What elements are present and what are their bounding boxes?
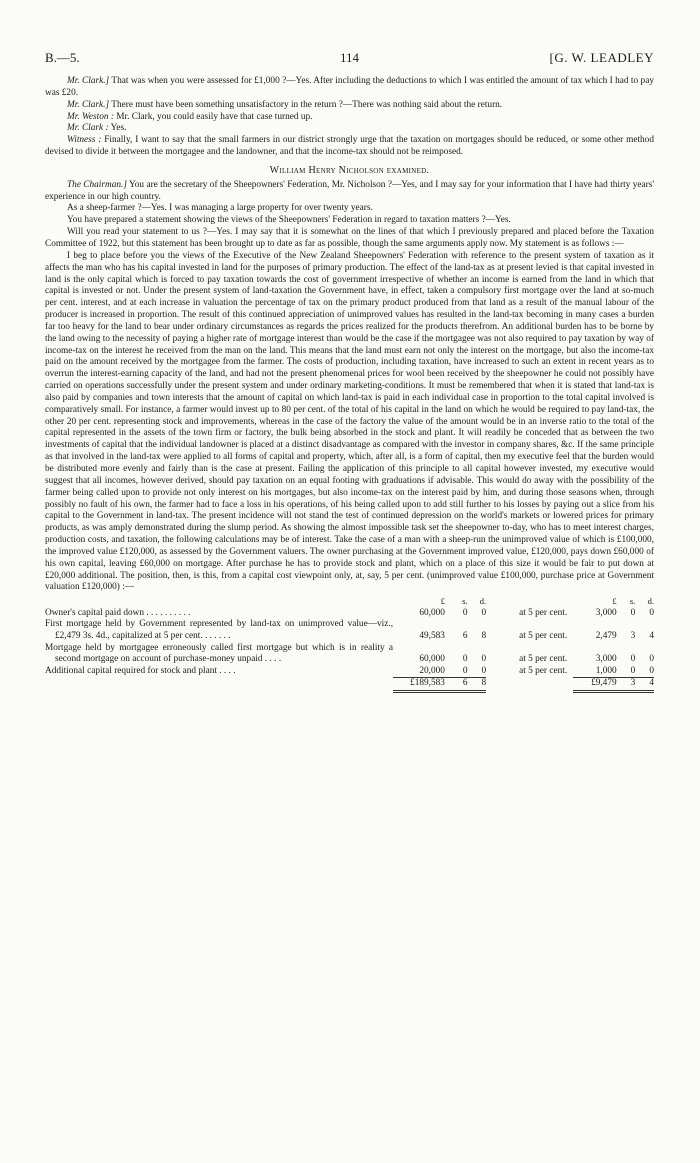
section-title: William Henry Nicholson examined. xyxy=(269,164,430,176)
running-header xyxy=(45,50,654,66)
row-interest-shillings: 0 xyxy=(630,654,636,665)
examination-paragraph xyxy=(45,227,654,251)
row-pence: 0 xyxy=(481,665,487,676)
examination-text xyxy=(45,180,654,595)
col-pounds: £ xyxy=(440,596,445,607)
row-interest-shillings: 0 xyxy=(630,665,636,676)
row-pence: 0 xyxy=(481,654,487,665)
table-row xyxy=(45,608,654,620)
col-interest-pounds: £ xyxy=(612,596,617,607)
row-description xyxy=(45,643,393,666)
paragraph-text: Yes. xyxy=(110,123,127,134)
row-interest-pence: 0 xyxy=(649,665,654,676)
examination-paragraph xyxy=(45,180,654,204)
speaker-label: Mr. Clark : xyxy=(67,123,109,134)
speaker-label: Mr. Clark.] xyxy=(67,76,110,86)
intro-paragraph xyxy=(45,123,654,135)
row-pence: 0 xyxy=(481,607,487,618)
examination-paragraph xyxy=(45,215,654,227)
row-rate: at 5 per cent. xyxy=(519,666,568,677)
total-interest-pounds: £9,479 xyxy=(573,678,616,692)
row-description xyxy=(45,666,393,678)
row-shillings: 0 xyxy=(462,665,468,676)
col-pence: d. xyxy=(479,596,487,607)
table-row xyxy=(45,666,654,678)
row-description xyxy=(45,608,393,620)
intro-dialogue xyxy=(45,76,654,159)
speaker-label: Mr. Weston : xyxy=(67,111,114,122)
examination-paragraph xyxy=(45,251,654,594)
row-interest-pounds: 1,000 xyxy=(595,665,617,676)
row-description-text: Additional capital required for stock and plant . . . . xyxy=(45,666,236,677)
total-shillings: 6 xyxy=(449,678,468,692)
row-interest-shillings: 3 xyxy=(630,631,636,642)
total-rate-spacer xyxy=(486,678,573,692)
row-pounds: 20,000 xyxy=(419,665,445,676)
row-description xyxy=(45,619,393,642)
row-shillings: 0 xyxy=(462,607,468,618)
row-interest-shillings: 0 xyxy=(630,607,636,618)
row-pounds: 60,000 xyxy=(419,607,445,618)
examination-paragraph xyxy=(45,203,654,215)
total-pence: 8 xyxy=(468,678,487,692)
header-reference: B.—5. xyxy=(45,50,80,65)
row-pounds: 49,583 xyxy=(419,631,445,642)
total-interest-pence: 4 xyxy=(635,678,654,692)
document-body xyxy=(45,76,654,693)
intro-paragraph xyxy=(45,100,654,112)
total-spacer xyxy=(45,678,393,692)
total-pounds: £189,583 xyxy=(393,678,449,692)
table-row xyxy=(45,643,654,666)
row-shillings: 6 xyxy=(462,631,468,642)
paragraph-text: You are the secretary of the Sheepowners' Federation, Mr. Nicholson ?—Yes, and I may say for your information that I have had thirty years' experience in our high country. xyxy=(45,179,654,202)
speaker-label: Mr. Clark.] xyxy=(67,99,110,110)
col-interest-shillings: s. xyxy=(629,596,636,607)
intro-paragraph xyxy=(45,135,654,159)
row-description-text: Mortgage held by mortgagee erroneously called first mortgage but which is in reality a second mortgage on account of purchase-money unpaid . . . . xyxy=(45,642,394,665)
row-shillings: 0 xyxy=(462,654,468,665)
row-rate: at 5 per cent. xyxy=(519,607,568,618)
table-row xyxy=(45,619,654,642)
paragraph-text: As a sheep-farmer ?—Yes. I was managing a large property for over twenty years. xyxy=(67,203,373,214)
page-number: 114 xyxy=(339,50,360,65)
row-interest-pence: 4 xyxy=(649,631,654,642)
table-total-row xyxy=(45,678,654,692)
paragraph-text: Mr. Clark, you could easily have that case turned up. xyxy=(116,111,313,122)
capital-table xyxy=(45,596,654,693)
row-description-text: Owner's capital paid down . . . . . . . . . . xyxy=(45,607,191,618)
row-rate: at 5 per cent. xyxy=(519,654,568,665)
row-pence: 8 xyxy=(481,631,487,642)
table-header-row xyxy=(45,596,654,608)
row-pounds: 60,000 xyxy=(419,654,445,665)
row-description-text: First mortgage held by Government represented by land-tax on unimproved value—viz., £2,479 3s. 4d., capitalized at 5 per cent. . . . . . . xyxy=(45,619,394,642)
intro-paragraph xyxy=(45,76,654,100)
col-interest-pence: d. xyxy=(647,596,654,607)
row-interest-pence: 0 xyxy=(649,607,654,618)
row-rate: at 5 per cent. xyxy=(519,631,568,642)
paragraph-text: There must have been something unsatisfactory in the return ?—There was nothing said about the return. xyxy=(111,99,503,110)
paragraph-text: I beg to place before you the views of the Executive of the New Zealand Sheepowners' Federation with reference to the present system of taxation as it affects the man who has his capital invested in land for the purposes of primary production. The effect of the land-tax as at present levied is that capital invested in land is the only capital which is forced to pay taxation towards the cost of government irrespective of whether an income is earned from the land in which that capital is invested or not. Under the present system of land-taxation the Government have, in effect, taken a compulsory first mortgage over the land at so-much per cent. interest, and at each increase in valuation the percentage of tax on the primary product produced from that land as a result of the manual labour of the producer is increased in proportion. The result of this continued appreciation of unimproved values has resulted in the land-tax becoming in many cases a burden far too heavy for the land to bear under ordinary circumstances as regards the prices realized for the products therefrom. An additional burden has to be borne by the land owing to the necessity of paying a higher rate of mortgage interest than would be the case if the mortgagee was not also required to pay taxation by way of income-tax on the interest he received from the man on the land. This means that the land must earn not only the interest on the mortgage, but also the income-tax paid on the amount received by the mortgagee from the farmer. The costs of production, including taxation, have increased to such an extent in recent years as to overrun the interest-earning capacity of the land, and had not the present phenomenal prices for wool been received by the sheepowner he could not possibly have carried on operations successfully under the present system and under ordinary marketing-conditions. It must be remembered that when it is stated that land-tax is also paid by companies and town interests that the amount of capital on which land-tax is paid in each individual case in proportion to the total capital involved is comparatively small. For instance, a farmer would invest up to 80 per cent. of the total of his capital in the land on which he would be required to pay land-tax, the other 20 per cent. representing stock and improvements, whereas in the case of the factory the value of the amount would be in an inverse ratio to the total of the capital represented in the assets of the town firm or factory, the bulk being absorbed in the stock and plant. It will readily be conceded that as between the two investments of capital that the individual landowner is placed at a distinct disadvantage as compared with the investor in company shares, &c. If the same principle as that involved in the land-tax were applied to all forms of capital and property, which, after all, is a form of capital, then my executive feel that the burden would be distributed more evenly and fairly than is the case at present. Failing the application of this principle to all capital however invested, my executive would suggest that all incomes, however derived, should pay taxation on an equal footing with graduations if advisable. This would do away with the possibility of the farmer being called upon to provide not only interest on his mortgages, but also income-tax on the interest paid by him, and during those seasons when, through possibly no fault of his own, the farmer had to face a loss in his operations, of his being called upon to add still further to his losses by paying out a slice from his capital to the Government in land-tax. The present incidence will not stand the test of continued depression on the world's markets or lowered prices for primary products, as was amply demonstrated during the slump period. As showing the almost impossible task set the sheepowner to-day, who has to meet interest charges, production costs, and taxation, the following calculations may be of interest. Take the case of a man with a sheep-run the unimproved value of which is £100,000, the improved value £120,000, as assessed by the Government valuers. The owner purchasing at the Government improved value, £120,000, pays down £60,000 of his own capital, leaving £60,000 on mortgage. After purchase he has to provide stock and plant, which on a place of this size it would be fair to put down at £20,000 additional. The position, then, is this, from a capital cost viewpoint only, at, say, 5 per cent. (unimproved value £100,000, purchase price at Government valuation £120,000) :— xyxy=(45,250,654,593)
row-interest-pounds: 2,479 xyxy=(595,631,617,642)
intro-paragraph xyxy=(45,112,654,124)
paragraph-text: Will you read your statement to us ?—Yes. I may say that it is somewhat on the lines of that which I previously prepared and placed before the Taxation Committee of 1922, but this statement has been brought up to date as far as possible, though the same arguments apply now. My statement is as follows :— xyxy=(45,227,654,249)
header-witness: [G. W. LEADLEY xyxy=(549,50,654,65)
row-interest-pounds: 3,000 xyxy=(595,654,617,665)
row-interest-pounds: 3,000 xyxy=(595,607,617,618)
paragraph-text: Finally, I want to say that the small farmers in our district strongly urge that the taxation on mortgages should be reduced, or some other method devised to divide it between the mortgagee and the landowner, and that the income-tax should not be reimposed. xyxy=(45,135,654,158)
row-interest-pence: 0 xyxy=(649,654,654,665)
paragraph-text: You have prepared a statement showing the views of the Sheepowners' Federation in regard to taxation matters ?—Yes. xyxy=(67,215,511,226)
speaker-label: Witness : xyxy=(67,135,102,146)
total-interest-shillings: 3 xyxy=(617,678,636,692)
speaker-label: The Chairman.] xyxy=(67,179,127,190)
col-shillings: s. xyxy=(462,596,468,607)
paragraph-text: That was when you were assessed for £1,000 ?—Yes. After including the deductions to which I was entitled the amount of tax which I had to pay was £20. xyxy=(45,76,654,98)
